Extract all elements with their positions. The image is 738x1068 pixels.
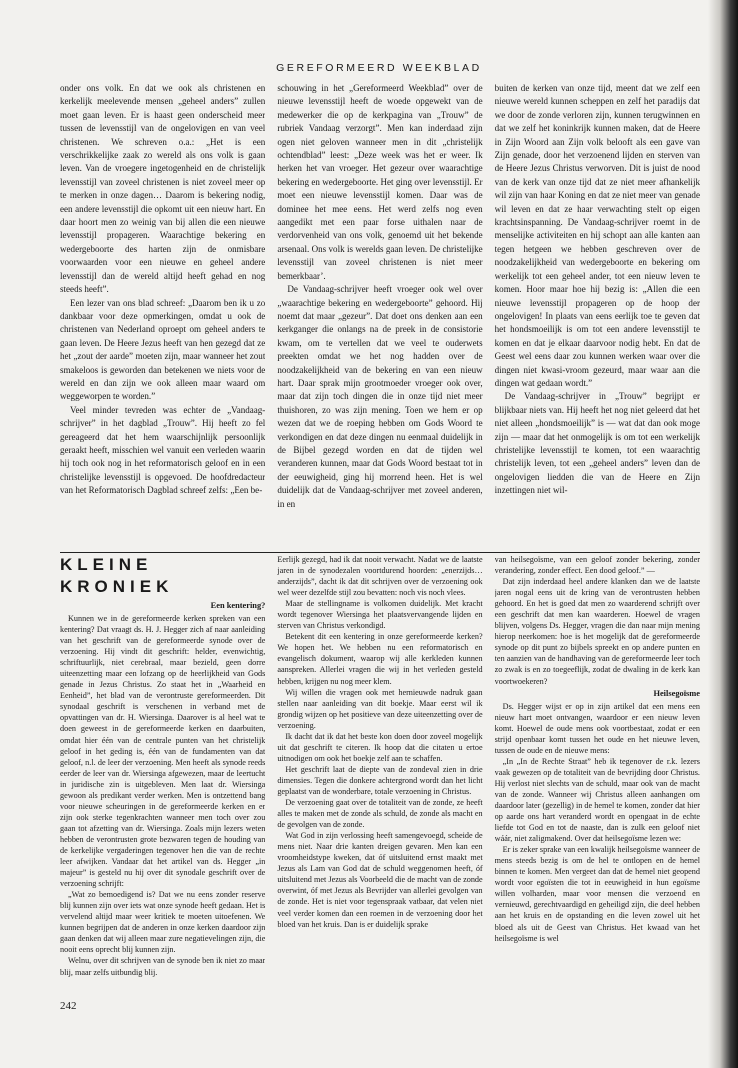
paragraph: buiten de kerken van onze tijd, meent dat we zelf een nieuwe wereld kunnen scheppen en zelf het paradijs dat we door de zonde verloren zijn, kunnen terugwinnen en dat we zelf het koninkrijk kunnen maken, dat de Heere in Zijn Woord aan Zijn volk belooft als een gave van Zijn genade, door het verzoenend lijden en sterven van de Heere Jezus Christus verworven. Dit is juist de nood van de kerk van onze tijd dat ze niet meer afhankelijk wil zijn van haar Koning en dat ze niet meer van genade wil leven en dat ze haar verwachting stelt op eigen krachtsinspanning. De Vandaag-schrijver roemt in de menselijke activiteiten en hij schopt aan alle kanten aan tegen hetgeen we hebben geschreven over de noodzakelijkheid van wedergeboorte en bekering om werkelijk tot een geheel ander, tot een nieuw leven te komen. Hoor maar hoe hij bezig is: „Allen die een nieuwe levensstijl propageren op de hoop der ongelovigen! In plaats van eens eerlijk toe te geven dat het hondsmoeilijk is om tot een andere levensstijl te komen en dat je elkaar daarvoor nodig hebt. En dat de Geest wel eens daar zou kunnen werken waar over die dingen niet kwasi-vroom gezeurd, maar waar aan die dingen wat gedaan wordt.”: [494, 83, 700, 388]
article-column-1: [60, 82, 265, 550]
page-number: 242: [60, 1000, 77, 1012]
subheading: Heilsegoïsme: [653, 688, 700, 698]
running-header: GEREFORMEERD WEEKBLAD: [276, 62, 482, 74]
paragraph: „In „In de Rechte Straat” heb ik tegenover de r.k. lezers vaak gewezen op de totaliteit van de bevrijding door Christus. Hij verlost niet slechts van de schuld, maar ook van de macht van de zonde. Wanneer wij Christus alleen aanhangen om daardoor later (gezellig) in de hemel te komen, zonder dat hier op aarde ons hart veranderd wordt en opengaat in de echte liefde tot God en tot de naaste, dan is zulk een geloof niet wáár, niet zaligmakend. Over dat heilsegoïsme lezen we:: [494, 756, 700, 844]
paragraph: Er is zeker sprake van een kwalijk heilsegoïsme wanneer de mens steeds bezig is om de hel te ontlopen en de hemel binnen te komen. Men vergeet dan dat de hemel niet geopend wordt voor egoïsten die tot in eeuwigheid in hun egoïsme willen volharden, maar voor mensen die verzoend en vernieuwd, gerechtvaardigd en geheiligd zijn, die deel hebben aan het kruis en de opstanding en die leven zowel uit het bloed als uit de Geest van Christus. Het kwaad van het heilsegoïsme is wel: [494, 845, 700, 943]
paragraph: Welnu, over dit schrijven van de synode ben ik niet zo maar blij, maar zelfs uitbundig blij.: [60, 956, 266, 977]
section-divider: [60, 552, 700, 553]
paragraph: schouwing in het „Gereformeerd Weekblad” over de nieuwe levensstijl heeft de woede opgewekt van de medewerker die op de kerkpagina van „Trouw” de rubriek Vandaag verzorgt”. Men kan inderdaad zijn ogen niet geloven wanneer men in dit „christelijk ochtendblad” leest: „Deze week was het er weer. Ik herken het van vroeger. Het gezeur over waarachtige bekering en wedergeboorte. Het ging over levensstijl. Er moet een nieuwe levensstijl komen. Daar was de dominee het mee eens. Het werd zelfs nog even aangedikt met een paar forse uithalen naar de verdorvenheid van ons volk, genoemd uit het bekende arsenaal. Ons volk is werelds gaan leven. De christelijke levensstijl van zoveel christenen is niet meer bemerkbaar’.: [277, 83, 483, 281]
paragraph: Kunnen we in de gereformeerde kerken spreken van een kentering? Dat vraagt ds. H. J. Hegger zich af naar aanleiding van het geschrift van de gereformeerde synode over de verzoening. Hij vindt dit geschrift: helder, evenwichtig, schriftuurlijk, niet cerebraal, maar bezield, geen dorre uiteenzetting maar een lofzang op de heerlijkheid van Gods genade in Jezus Christus. Zo staat het in „Waarheid en Eenheid”, het blad van de verontruste gereformeerden. Dit synodaal geschrift is verschenen in verband met de opvattingen van dr. H. Wiersinga. Daarover is al heel wat te doen geweest in de gereformeerde kerken en daarbuiten, omdat hier één van de centrale punten van het christelijk geloof in het geding is, één van de fundamenten van dat geloof, n.l. de leer der verzoening. Men heeft als synode reeds eerder de leer van dr. Wiersinga afgewezen, maar de leertucht in juridische zin is uitgebleven. Men laat dr. Wiersinga gewoon als predikant verder werken. Men is ontzettend bang voor nieuwe scheuringen in de gereformeerde kerken en er zijn ook sterke tegenkrachten wanneer men toch over zou gaan tot afzetting van dr. Wiersinga. Zoals mijn lezers weten hebben de verontrusten grote bezwaren tegen de houding van de kerkelijke vergaderingen tegenover hen die van de rechte leer afwijken. Vandaar dat het artikel van ds. Hegger „in majeur” is gesteld nu hij over dit synodale geschrift over de verzoening schrijft:: [60, 614, 266, 889]
paragraph: De Vandaag-schrijver in „Trouw” begrijpt er blijkbaar niets van. Hij heeft het nog niet geleerd dat het niet alleen „hondsmoeilijk” is — wat dat dan ook moge zijn — maar dat het onmogelijk is om tot een werkelijk christelijke levensstijl te komen, tot een waarachtig christelijk leven, tot een „geheel anders” leven dan de ongelovigen liedden die van de Heere en Zijn inzettingen niet wil-: [494, 391, 700, 496]
paragraph: Dat zijn inderdaad heel andere klanken dan we de laatste jaren nogal eens uit de kring van de verontrusten hebben gehoord. En het is goed dat men zo waarderend schrijft over een geschrift dat men kan waarderen. Hoewel de vragen blijven, volgens Ds. Hegger, vragen die dan naar mijn mening hierop neerkomen: hoe is het mogelijk dat de gereformeerde synode op dit punt zo bijbels spreekt en op andere punten en ten aanzien van de handhaving van de gereformeerde leer toch zo zwak is en zo toegeeflijk, zodat de dwaling in de kerk kan voortwoekeren?: [494, 577, 700, 686]
paragraph: Wij willen die vragen ook met hernieuwde nadruk gaan stellen naar aanleiding van dit boekje. Maar eerst wil ik grondig wijzen op het positieve van deze uiteenzetting over de verzoening.: [277, 687, 483, 730]
paragraph: Het geschrift laat de diepte van de zondeval zien in drie dimensies. Tegen die donkere achtergrond wordt dan het licht geplaatst van de wonderbare, totale verzoening in Christus.: [277, 764, 483, 796]
paragraph: Ik dacht dat ik dat het beste kon doen door zoveel mogelijk uit dat geschrift te citeren. Ik hoop dat die citaten u ertoe uitnodigen om ook het boekje zelf aan te schaffen.: [277, 731, 483, 763]
paragraph: Veel minder tevreden was echter de „Vandaag-schrijver” in het dagblad „Trouw”. Hij heeft zo fel gereageerd dat het hem waarschijnlijk persoonlijk geraakt heeft, misschien wel vanuit een verleden waarin hij toch ook nog in het reformatorisch geloof en in een christelijke levensstijl is opgevoed. De hoofdredacteur van het Reformatorisch Dagblad schreef zelfs: „Een be-: [60, 404, 266, 496]
article-columns: [60, 82, 700, 550]
paragraph: „Wat zo bemoedigend is? Dat we nu eens zonder reserve blij kunnen zijn over iets wat onze synode heeft gedaan. Het is vervelend altijd maar weer kritiek te moeten uitoefenen. We kunnen begrijpen dat de anderen in onze kerken daardoor zijn gaan denken dat wij alleen maar zure negatievelingen zijn, die nooit eens oprecht blij kunnen zijn.: [60, 890, 266, 955]
page-edge-shadow: [708, 0, 738, 1068]
section-title: KLEINE KRONIEK: [60, 555, 174, 596]
paragraph: Maar de stellingname is volkomen duidelijk. Met kracht wordt tegenover Wiersinga het plaatsvervangende lijden en sterven van Christus verkondigd.: [277, 599, 483, 631]
paragraph: Eerlijk gezegd, had ik dat nooit verwacht. Nadat we de laatste jaren in de synodezalen voortdurend hoorden: „enerzijds… anderzijds”, dacht ik dat dit schrijven over de verzoening ook wel weer dezelfde stijl zou bevatten: noch vis noch vlees.: [277, 555, 483, 598]
paragraph: onder ons volk. En dat we ook als christenen en kerkelijk meelevende mensen „geheel anders” zullen moet gaan leven. Er is haast geen onderscheid meer tussen de levensstijl van de ongelovigen en van veel christenen. We schreven o.a.: „Het is een verschrikkelijke zaak zo wereld als ons volk is gaan leven. Van de vroegere ingetogenheid en de christelijk levensstijl van zoveel christenen is niet zoveel meer op te merken in onze dagen… Daarom is bekering nodig, een andere levensstijl die opkomt uit een nieuw hart. En daar hoort men zo weinig van bij allen die een nieuwe levensstijl propageren. Waarachtige bekering en wedergeboorte des harten zijn de onmisbare voorwaarden voor een nieuwe en geheel andere levensstijl dan de wereld altijd heeft gehad en nog steeds heeft”.: [60, 83, 266, 295]
article-column-3: [495, 82, 700, 550]
paragraph: Wat God in zijn verlossing heeft samengevoegd, scheide de mens niet. Naar drie kanten dreigen gevaren. Men kan een vroomheidstype kweken, dat óf uitsluitend ernst maakt met Jezus als Lam van God dat de schuld weggenomen heeft, óf uitsluitend met Jezus als Voorbeeld die de macht van de zonde overwint, óf met Jezus als Bevrijder van allerlei gevolgen van de zonde. Het is niet voor tegenspraak vatbaar, dat velen niet veel verder komen dan een roemen in de verzoening door het bloed van het kruis. Dan is er duidelijk sprake: [277, 831, 483, 929]
paragraph: De Vandaag-schrijver heeft vroeger ook wel over „waarachtige bekering en wedergeboorte” gehoord. Hij noemt dat maar „gezeur”. Dat doet ons denken aan een kerkganger die onlangs na de preek in de consistorie kwam, om te vertellen dat we veel te ouderwets preekten omdat we het nog hadden over de noodzakelijkheid van de bekering en van een nieuw hart. Daar sprak mijn grootmoeder vroeger ook over, maar dat zijn toch dingen die in onze tijd niet meer thuishoren, zo was zijn mening. Toen we hem er op wezen dat we de roeping hebben om Gods Woord te verkondigen en dat deze dingen nu eenmaal duidelijk in de Bijbel gezegd worden en dat de tijden wel veranderen kunnen, maar dat Gods Woord bestaat tot in der eeuwigheid, ging hij morrend heen. Het is wel duidelijk dat de Vandaag-schrijver met zoveel anderen, in en: [277, 284, 483, 509]
subheading: Een kentering?: [210, 601, 266, 610]
kleine-kroniek-section: [60, 554, 700, 994]
paragraph: De verzoening gaat over de totaliteit van de zonde, ze heeft alles te maken met de zonde als schuld, de zonde als macht en de gevolgen van de zonde.: [277, 798, 483, 830]
paragraph: Ds. Hegger wijst er op in zijn artikel dat een mens een nieuw hart moet ontvangen, waardoor er een nieuw leven komt. Hoewel de oude mens ook voortbestaat, zodat er een strijd openbaar komt tussen het oude en het nieuwe leven, tussen de oude en de nieuwe mens:: [494, 701, 700, 755]
paragraph: Betekent dit een kentering in onze gereformeerde kerken? We hopen het. We hebben nu een reformatorisch en evangelisch dokument, waarop wij alle kerkleden kunnen aanspreken. Allerlei vragen die wij in het verleden gesteld hebben, krijgen nu nog meer klem.: [277, 632, 483, 686]
kroniek-column-3: [495, 554, 700, 994]
paragraph: van heilsegoïsme, van een geloof zonder bekering, zonder verandering, zonder effect. Een dood geloof.” —: [494, 555, 700, 576]
kroniek-column-2: [277, 554, 482, 994]
paragraph: Een lezer van ons blad schreef: „Daarom ben ik u zo dankbaar voor deze opmerkingen, omdat u ook de christenen van Nederland oproept om geheel anders te gaan leven. De Heere Jezus heeft van hen gezegd dat ze het „zout der aarde” moeten zijn, maar wanneer het zout smakeloos is geworden dan betekenen we niets voor de wereld en dan zijn we ook alleen maar waard om weggeworpen te worden.”: [60, 297, 266, 402]
article-column-2: [277, 82, 482, 550]
kroniek-column-1: [60, 554, 265, 994]
